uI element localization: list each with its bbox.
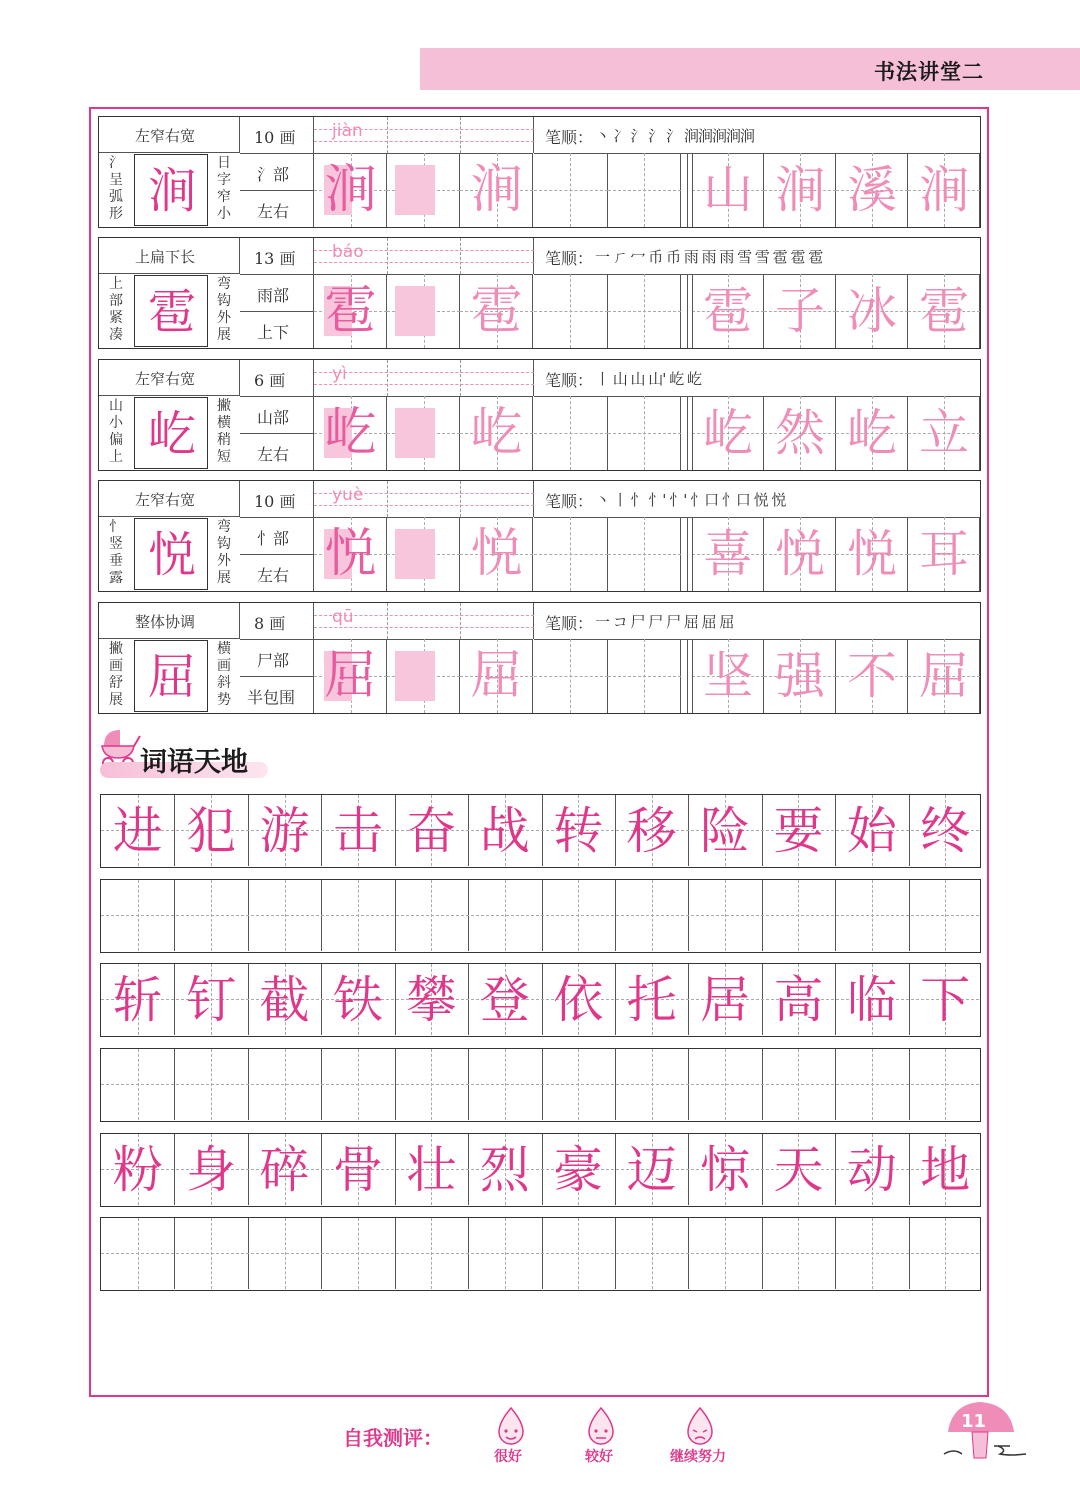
pinyin: báo — [332, 242, 364, 262]
right-note: 横画斜势 — [217, 641, 231, 708]
word-char: 涧 — [775, 161, 825, 219]
character-block — [98, 480, 981, 592]
model-char: 涧 — [147, 163, 196, 219]
trace-shade — [395, 529, 435, 579]
practice-char: 登 — [479, 971, 530, 1029]
trace-char: 涧 — [470, 160, 523, 220]
practice-char: 高 — [773, 971, 824, 1029]
practice-char: 临 — [846, 971, 897, 1029]
stroke-count: 10 画 — [254, 492, 296, 511]
stroke-order-label: 笔顺： — [545, 492, 594, 511]
practice-char: 依 — [553, 971, 604, 1029]
trace-shade — [395, 165, 435, 215]
practice-char: 奋 — [406, 802, 457, 860]
trace-shade — [395, 408, 435, 458]
trace-char: 悦 — [324, 524, 377, 584]
word-char: 耳 — [919, 525, 969, 583]
pinyin: jiàn — [332, 121, 363, 141]
trace-char: 屈 — [324, 646, 377, 706]
right-note: 弯钩外展 — [217, 276, 231, 343]
word-char: 屹 — [703, 404, 753, 462]
model-char-box — [134, 275, 208, 347]
right-note: 弯钩外展 — [217, 519, 231, 586]
model-char-box — [134, 518, 208, 590]
model-char-box — [134, 154, 208, 226]
face-very-good-icon[interactable] — [493, 1406, 529, 1446]
model-char-box — [134, 640, 208, 712]
practice-char: 终 — [920, 802, 971, 860]
character-block — [98, 116, 981, 228]
word-char: 然 — [775, 404, 825, 462]
word-char: 雹 — [919, 282, 969, 340]
header-bar — [420, 48, 1080, 90]
layout-label: 左窄右宽 — [135, 127, 196, 145]
model-char-box — [134, 397, 208, 469]
layout-label: 左窄右宽 — [135, 370, 196, 388]
trace-char: 悦 — [470, 524, 523, 584]
page-title: 书法讲堂二 — [874, 60, 984, 84]
word-char: 悦 — [775, 525, 825, 583]
rating-good: 较好 — [585, 1449, 613, 1465]
rating-keep-trying: 继续努力 — [670, 1449, 726, 1465]
practice-char: 始 — [846, 802, 897, 860]
structure: 左右 — [257, 445, 290, 464]
word-char: 涧 — [919, 161, 969, 219]
radical: 忄部 — [257, 529, 290, 548]
practice-char: 动 — [846, 1141, 897, 1199]
left-note: 山小偏上 — [109, 398, 123, 465]
pinyin: qū — [332, 607, 354, 627]
trace-char: 雹 — [470, 281, 523, 341]
word-char: 强 — [775, 647, 825, 705]
page-number: 11 — [961, 1411, 987, 1432]
left-note: 忄竖垂露 — [109, 519, 123, 586]
practice-char: 粉 — [112, 1141, 163, 1199]
practice-char: 要 — [773, 802, 824, 860]
word-char: 山 — [703, 161, 753, 219]
layout-label: 左窄右宽 — [135, 491, 196, 509]
blank-practice-row[interactable] — [100, 1217, 981, 1291]
practice-char: 碎 — [259, 1141, 310, 1199]
stroke-order: 丶 冫 氵 氵 氵 涧涧涧涧涧 — [595, 127, 754, 145]
practice-char: 身 — [186, 1141, 237, 1199]
practice-char: 居 — [700, 971, 751, 1029]
radical: 山部 — [257, 408, 290, 427]
character-block — [98, 602, 981, 714]
face-keep-trying-icon[interactable] — [682, 1406, 718, 1446]
trace-shade — [395, 286, 435, 336]
stroke-order-label: 笔顺： — [545, 614, 594, 633]
stroke-count: 8 画 — [254, 614, 286, 633]
model-char: 雹 — [147, 284, 196, 340]
trace-char: 雹 — [324, 281, 377, 341]
practice-char: 转 — [553, 802, 604, 860]
word-char: 立 — [919, 404, 969, 462]
pinyin: yì — [332, 364, 347, 384]
practice-char: 钉 — [186, 971, 237, 1029]
practice-char: 游 — [259, 802, 310, 860]
model-char: 悦 — [147, 527, 196, 583]
radical: 尸部 — [257, 651, 290, 670]
rating-very-good: 很好 — [494, 1449, 522, 1465]
practice-char: 斩 — [112, 971, 163, 1029]
word-char: 雹 — [703, 282, 753, 340]
practice-char: 骨 — [332, 1141, 383, 1199]
stroke-order-label: 笔顺： — [545, 249, 594, 268]
practice-char: 托 — [626, 971, 677, 1029]
practice-char: 犯 — [186, 802, 237, 860]
stroke-order: 丶 丨 忄 忄' 忄' 忄口 忄口 悦 悦 — [595, 491, 786, 509]
layout-label: 上扁下长 — [135, 248, 196, 266]
trace-char: 屹 — [470, 403, 523, 463]
stroke-count: 10 画 — [254, 128, 296, 147]
face-good-icon[interactable] — [583, 1406, 619, 1446]
practice-char: 攀 — [406, 971, 457, 1029]
mushroom-icon — [940, 1398, 1040, 1468]
stroke-count: 6 画 — [254, 371, 286, 390]
practice-char: 铁 — [332, 971, 383, 1029]
structure: 左右 — [257, 202, 290, 221]
word-char: 屈 — [919, 647, 969, 705]
practice-char: 惊 — [700, 1141, 751, 1199]
trace-char: 涧 — [324, 160, 377, 220]
practice-char: 烈 — [479, 1141, 530, 1199]
word-char: 喜 — [703, 525, 753, 583]
layout-label: 整体协调 — [135, 613, 196, 631]
word-char: 不 — [847, 647, 897, 705]
word-char: 悦 — [847, 525, 897, 583]
radical: 雨部 — [257, 286, 290, 305]
stroke-order: 一 ㄏ 冖 币 币 雨 雨 雨 雪 雪 雹 雹 雹 — [595, 248, 823, 266]
practice-char: 战 — [479, 802, 530, 860]
right-note: 日字窄小 — [217, 155, 231, 222]
stroke-order: 丨 山 山 山' 屹 屹 — [595, 370, 701, 388]
practice-char: 移 — [626, 802, 677, 860]
left-note: 上部紧凑 — [109, 276, 123, 343]
character-block — [98, 237, 981, 349]
left-note: 氵呈弧形 — [109, 155, 123, 222]
word-char: 坚 — [703, 647, 753, 705]
word-char: 子 — [775, 282, 825, 340]
word-row — [100, 1133, 981, 1207]
structure: 左右 — [257, 566, 290, 585]
trace-char: 屹 — [324, 403, 377, 463]
word-char: 溪 — [847, 161, 897, 219]
stroke-order-label: 笔顺： — [545, 128, 594, 147]
stroke-order-label: 笔顺： — [545, 371, 594, 390]
practice-char: 地 — [920, 1141, 971, 1199]
left-note: 撇画舒展 — [109, 641, 123, 708]
practice-char: 豪 — [553, 1141, 604, 1199]
right-note: 撇横稍短 — [217, 398, 231, 465]
practice-char: 壮 — [406, 1141, 457, 1199]
word-row — [100, 963, 981, 1037]
practice-char: 险 — [700, 802, 751, 860]
practice-char: 击 — [332, 802, 383, 860]
structure: 上下 — [257, 323, 290, 342]
practice-char: 天 — [773, 1141, 824, 1199]
practice-char: 进 — [112, 802, 163, 860]
pinyin: yuè — [332, 485, 364, 505]
stroke-count: 13 画 — [254, 249, 296, 268]
character-block — [98, 359, 981, 471]
blank-practice-row[interactable] — [100, 879, 981, 953]
radical: 氵部 — [257, 165, 290, 184]
practice-char: 截 — [259, 971, 310, 1029]
self-evaluation-label: 自我测评： — [343, 1426, 443, 1450]
trace-shade — [395, 651, 435, 701]
practice-char: 下 — [920, 971, 971, 1029]
model-char: 屈 — [147, 649, 196, 705]
stroke-order: 一 コ 尸 尸 尸 屈 屈 屈 — [595, 613, 734, 631]
word-row — [100, 794, 981, 868]
model-char: 屹 — [147, 406, 196, 462]
section-title: 词语天地 — [140, 747, 248, 778]
trace-char: 屈 — [470, 646, 523, 706]
structure: 半包围 — [247, 688, 296, 707]
blank-practice-row[interactable] — [100, 1048, 981, 1122]
word-char: 屹 — [847, 404, 897, 462]
practice-char: 迈 — [626, 1141, 677, 1199]
word-char: 冰 — [847, 282, 897, 340]
